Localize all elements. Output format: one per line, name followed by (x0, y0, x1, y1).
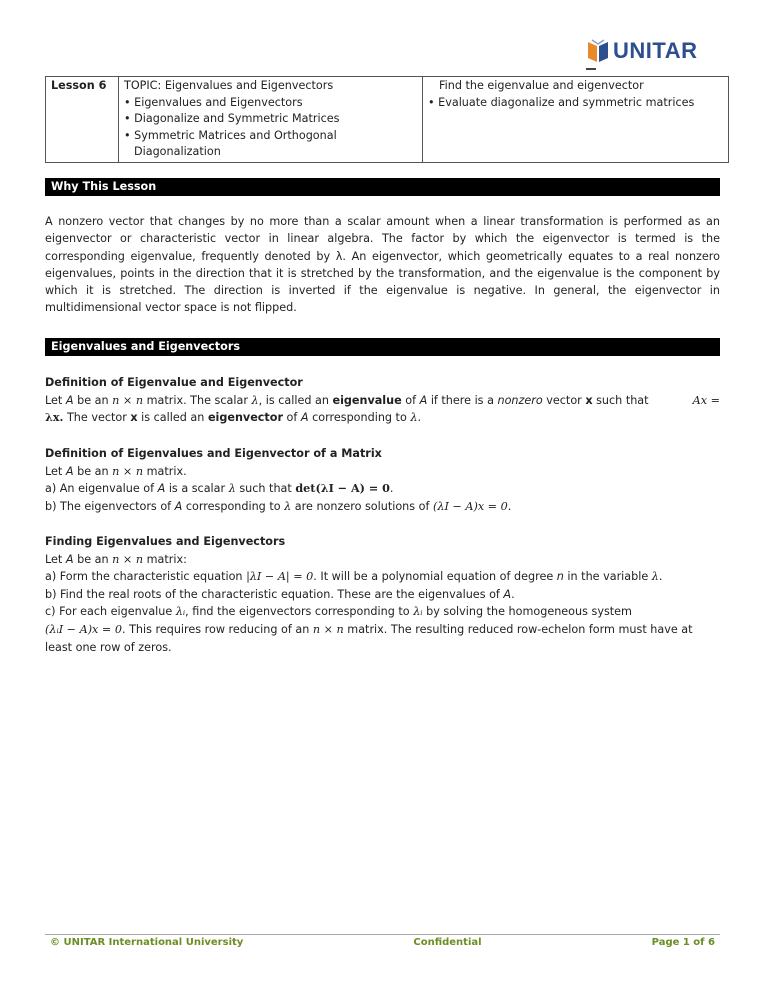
why-paragraph: A nonzero vector that changes by no more than a scalar amount when a linear transformation is performed as an eigenvector or characteristic vector in linear algebra. The factor by which the eigenvector is termed is the corresponding eigenvalue, frequently denoted by λ. An eigenvector, which geometrically equates to a real nonzero eigenvalues, points in the direction that it is stretched by the transformation, and the eigenvalue is the component by which it is stretched. The direction is inverted if the eigenvalue is negative. In general, the eigenvector in multidimensional vector space is not flipped. (45, 215, 720, 315)
finding-heading: Finding Eigenvalues and Eigenvectors (45, 535, 286, 548)
logo-text: UNITAR (613, 38, 698, 63)
finding-line: b) Find the real roots of the characteristic equation. These are the eigenvalues of A. (45, 587, 515, 601)
definition-line: Let A be an n × n matrix. (45, 464, 187, 478)
footer-divider (45, 934, 720, 935)
footer-confidential: Confidential (413, 937, 482, 948)
page-footer (50, 937, 715, 948)
finding-line: a) Form the characteristic equation |λI − A| = 0. It will be a polynomial equation of degree n in the variable λ. (45, 570, 663, 584)
topic-item: • Symmetric Matrices and Orthogonal Diagonalization (124, 128, 337, 158)
outcomes-cell (423, 77, 729, 163)
lesson-table (45, 76, 729, 163)
definition-eigenvalue (45, 374, 720, 427)
footer-page-number: Page 1 of 6 (651, 937, 715, 948)
eig-section-header: Eigenvalues and Eigenvectors (45, 338, 720, 356)
why-section-header: Why This Lesson (45, 178, 720, 196)
definition-matrix (45, 445, 720, 515)
topic-item: • Diagonalize and Symmetric Matrices (124, 112, 340, 125)
finding-eigenvalues (45, 533, 720, 656)
definition-line: a) An eigenvalue of A is a scalar λ such that det(λI − A) = 0. (45, 481, 394, 496)
definition-text: Let A be an n × n matrix. The scalar λ, is called an eigenvalue of A if there is a nonzero vector x such that Ax = λx. The vector x is called an eigenvector of A corresponding to λ. (45, 393, 720, 425)
finding-line: Let A be an n × n matrix: (45, 552, 187, 566)
finding-line: c) For each eigenvalue λᵢ, find the eigenvectors corresponding to λᵢ by solving the homogeneous system (45, 605, 632, 619)
definition-heading: Definition of Eigenvalue and Eigenvector (45, 376, 303, 389)
footer-copyright: © UNITAR International University (50, 937, 244, 948)
lesson-number: Lesson 6 (46, 77, 119, 163)
book-icon (586, 38, 610, 64)
definition-line: b) The eigenvectors of A corresponding to λ are nonzero solutions of (λI − A)x = 0. (45, 499, 512, 513)
finding-line: (λᵢI − A)x = 0. This requires row reducing of an n × n matrix. The resulting reduced row-echelon form must have at least one row of zeros. (45, 622, 693, 654)
outcome-item: • Evaluate diagonalize and symmetric matrices (428, 95, 695, 109)
definition-heading: Definition of Eigenvalues and Eigenvector of a Matrix (45, 447, 382, 460)
topic-cell (119, 77, 423, 163)
topic-item: • Eigenvalues and Eigenvectors (124, 95, 303, 109)
outcome-item: Find the eigenvalue and eigenvector (439, 79, 644, 92)
topic-title: TOPIC: Eigenvalues and Eigenvectors (124, 79, 334, 92)
unitar-logo (586, 36, 697, 66)
